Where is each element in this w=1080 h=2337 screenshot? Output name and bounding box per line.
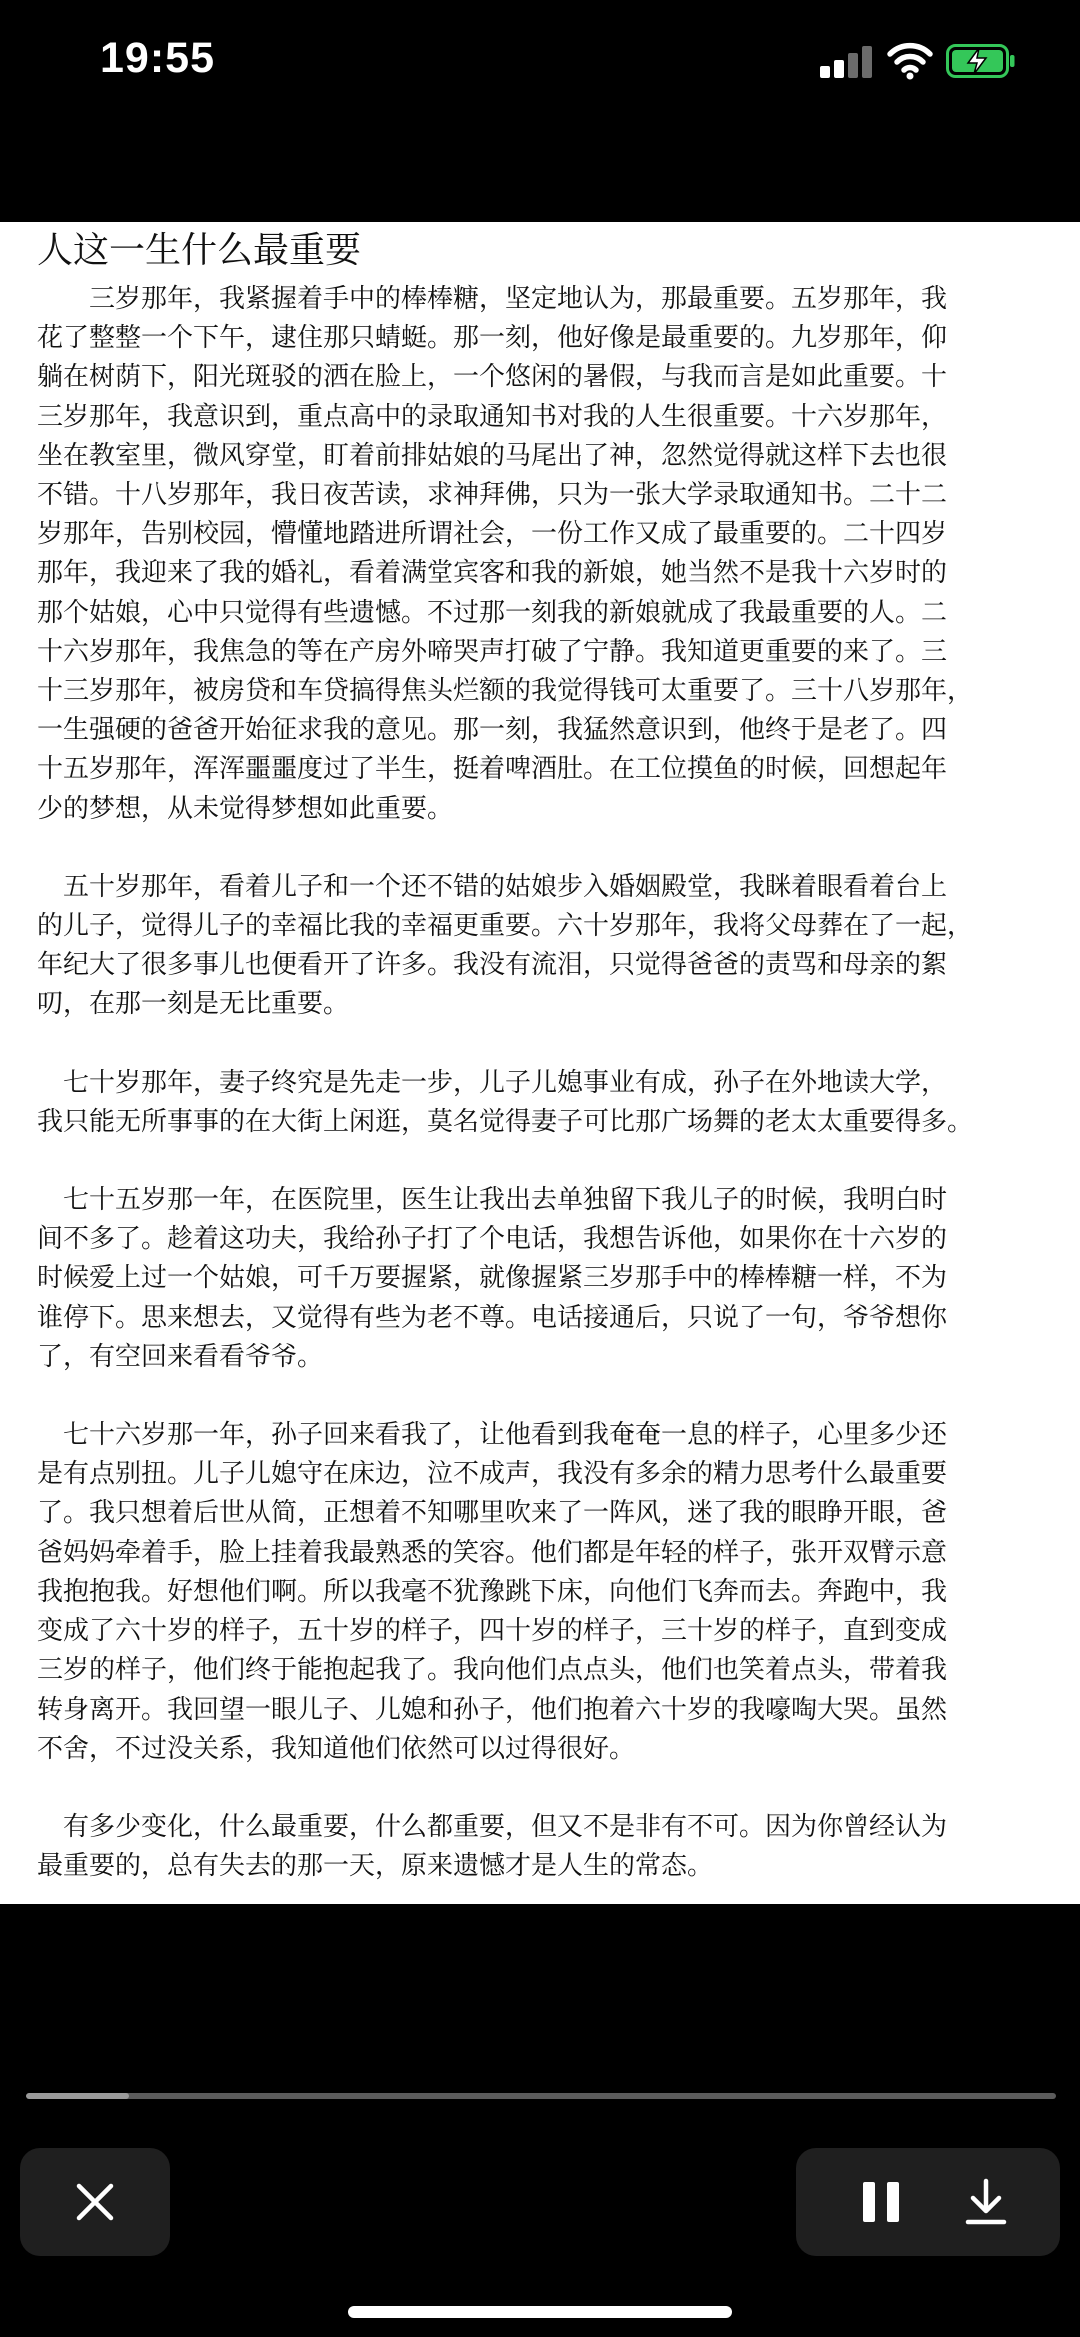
download-button[interactable] xyxy=(946,2168,1026,2236)
document-line: 那个姑娘，心中只觉得有些遗憾。不过那一刻我的新娘就成了我最重要的人。二 xyxy=(37,597,948,628)
document-line: 十三岁那年，被房贷和车贷搞得焦头烂额的我觉得钱可太重要了。三十八岁那年， xyxy=(37,676,974,707)
document-line: 谁停下。思来想去，又觉得有些为老不尊。电话接通后，只说了一句，爷爷想你 xyxy=(37,1302,948,1333)
document-line: 不舍，不过没关系，我知道他们依然可以过得很好。 xyxy=(37,1733,636,1764)
document-line: 的儿子，觉得儿子的幸福比我的幸福更重要。六十岁那年，我将父母葬在了一起， xyxy=(37,911,974,942)
document-line: 五十岁那年，看着儿子和一个还不错的姑娘步入婚姻殿堂，我眯着眼看着台上 xyxy=(37,871,948,902)
download-icon xyxy=(964,2178,1008,2226)
document-line: 十六岁那年，我焦急的等在产房外啼哭声打破了宁静。我知道更重要的来了。三 xyxy=(37,636,948,667)
document-line: 七十五岁那一年，在医院里，医生让我出去单独留下我儿子的时候，我明白时 xyxy=(37,1185,948,1216)
status-bar xyxy=(0,0,1080,130)
document-body xyxy=(37,280,1080,1886)
document-title: 人这一生什么最重要 xyxy=(37,230,362,271)
close-button[interactable] xyxy=(20,2148,170,2256)
document-line: 我抱抱我。好想他们啊。所以我毫不犹豫跳下床，向他们飞奔而去。奔跑中，我 xyxy=(37,1576,948,1607)
document-line: 那年，我迎来了我的婚礼，看着满堂宾客和我的新娘，她当然不是我十六岁时的 xyxy=(37,558,948,589)
document-line: 了，有空回来看看爷爷。 xyxy=(37,1341,324,1372)
paragraph-gap xyxy=(37,1769,1080,1808)
paragraph-gap xyxy=(37,829,1080,868)
wifi-icon xyxy=(886,40,934,80)
close-icon xyxy=(75,2182,115,2222)
document-line: 坐在教室里，微风穿堂，盯着前排姑娘的马尾出了神，忽然觉得就这样下去也很 xyxy=(37,440,948,471)
document-line: 躺在树荫下，阳光斑驳的洒在脸上，一个悠闲的暑假，与我而言是如此重要。十 xyxy=(37,362,948,393)
playback-controls xyxy=(796,2148,1060,2256)
document-line: 七十六岁那一年，孙子回来看我了，让他看到我奄奄一息的样子，心里多少还 xyxy=(37,1420,948,1451)
document-line: 爸妈妈牵着手，脸上挂着我最熟悉的笑容。他们都是年轻的样子，张开双臂示意 xyxy=(37,1537,948,1568)
status-time: 19:55 xyxy=(100,34,215,82)
document-line: 花了整整一个下午，逮住那只蜻蜓。那一刻，他好像是最重要的。九岁那年，仰 xyxy=(37,323,948,354)
document-line: 不错。十八岁那年，我日夜苦读，求神拜佛，只为一张大学录取通知书。二十二 xyxy=(37,480,948,511)
document-line: 三岁那年，我意识到，重点高中的录取通知书对我的人生很重要。十六岁那年， xyxy=(37,401,948,432)
pause-button[interactable] xyxy=(846,2168,916,2236)
document-line: 十五岁那年，浑浑噩噩度过了半生，挺着啤酒肚。在工位摸鱼的时候，回想起年 xyxy=(37,754,948,785)
document-page xyxy=(0,222,1080,1904)
paragraph-gap xyxy=(37,1025,1080,1064)
document-line: 转身离开。我回望一眼儿子、儿媳和孙子，他们抱着六十岁的我嚎啕大哭。虽然 xyxy=(37,1694,948,1725)
document-line: 我只能无所事事的在大街上闲逛，莫名觉得妻子可比那广场舞的老太太重要得多。 xyxy=(37,1106,974,1137)
document-line: 了。我只想着后世从简，正想着不知哪里吹来了一阵风，迷了我的眼睁开眼，爸 xyxy=(37,1498,948,1529)
document-line: 叨，在那一刻是无比重要。 xyxy=(37,989,350,1020)
battery-charging-icon xyxy=(946,44,1016,78)
document-line: 最重要的，总有失去的那一天，原来遗憾才是人生的常态。 xyxy=(37,1851,714,1882)
document-line: 间不多了。趁着这功夫，我给孙子打了个电话，我想告诉他，如果你在十六岁的 xyxy=(37,1224,948,1255)
document-line: 是有点别扭。儿子儿媳守在床边，泣不成声，我没有多余的精力思考什么最重要 xyxy=(37,1459,948,1490)
playback-progress-bar[interactable] xyxy=(26,2093,1056,2099)
home-indicator xyxy=(348,2306,732,2318)
document-line: 年纪大了很多事儿也便看开了许多。我没有流泪，只觉得爸爸的责骂和母亲的絮 xyxy=(37,950,948,981)
signal-icon xyxy=(820,44,874,78)
document-line: 三岁的样子，他们终于能抱起我了。我向他们点点头，他们也笑着点头，带着我 xyxy=(37,1655,948,1686)
document-line: 三岁那年，我紧握着手中的棒棒糖，坚定地认为，那最重要。五岁那年，我 xyxy=(37,284,948,314)
document-line: 七十岁那年，妻子终究是先走一步，儿子儿媳事业有成，孙子在外地读大学， xyxy=(37,1067,948,1098)
document-line: 变成了六十岁的样子，五十岁的样子，四十岁的样子，三十岁的样子，直到变成 xyxy=(37,1616,948,1647)
document-line: 有多少变化，什么最重要，什么都重要，但又不是非有不可。因为你曾经认为 xyxy=(37,1811,948,1842)
pause-icon xyxy=(861,2182,901,2222)
paragraph-gap xyxy=(37,1142,1080,1181)
document-line: 少的梦想，从未觉得梦想如此重要。 xyxy=(37,793,454,824)
document-line: 时候爱上过一个姑娘，可千万要握紧，就像握紧三岁那手中的棒棒糖一样，不为 xyxy=(37,1263,948,1294)
playback-progress-fill xyxy=(26,2093,129,2099)
paragraph-gap xyxy=(37,1377,1080,1416)
document-line: 一生强硬的爸爸开始征求我的意见。那一刻，我猛然意识到，他终于是老了。四 xyxy=(37,715,948,746)
document-line: 岁那年，告别校园，懵懂地踏进所谓社会，一份工作又成了最重要的。二十四岁 xyxy=(37,519,948,550)
